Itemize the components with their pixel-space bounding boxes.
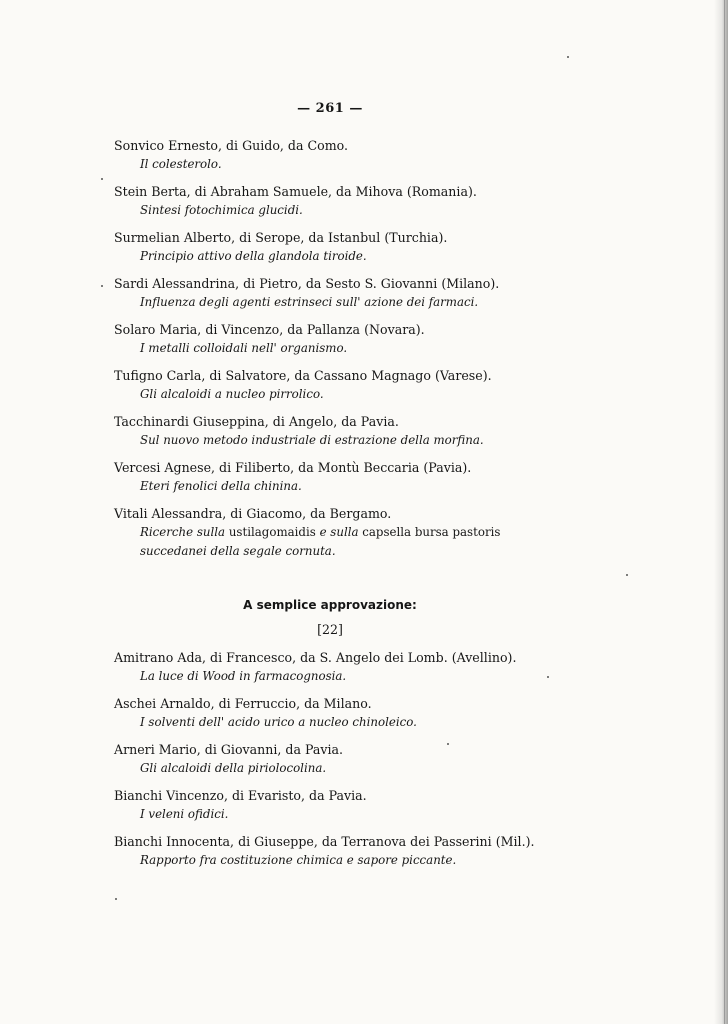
list-item [114,182,554,228]
list-item [114,136,554,182]
page-edge-shadow [714,0,728,1024]
entry-title: I solventi dell' acido urico a nucleo chinoleico. [140,715,417,729]
entry-name: Bianchi Vincenzo, di Evaristo, da Pavia. [114,788,367,803]
title-fragment: e sulla [319,525,359,539]
title-fragment: Ricerche sulla [140,525,226,539]
list-item [114,832,554,878]
entry-title: Influenza degli agenti estrinseci sull' azione dei farmaci. [140,295,479,309]
list-item [114,786,554,832]
page-edge-line [724,0,725,1024]
entry-title: Gli alcaloidi a nucleo pirrolico. [140,387,324,401]
ink-speck [547,676,549,678]
entry-name: Amitrano Ada, di Francesco, da S. Angelo dei Lomb. (Avellino). [114,650,517,665]
entry-name: Tufigno Carla, di Salvatore, da Cassano Magnago (Varese). [114,368,492,383]
entry-title: Il colesterolo. [140,157,222,171]
list-item [114,274,554,320]
entry-title-line: succedanei della segale cornuta. [140,544,336,558]
title-fragment: ustilagomaidis [228,525,316,539]
entry-title: Sintesi fotochimica glucidi. [140,203,303,217]
entry-name: Tacchinardi Giuseppina, di Angelo, da Pavia. [114,414,399,429]
ink-speck [567,56,569,58]
entry-title: Sul nuovo metodo industriale di estrazione della morfina. [140,433,484,447]
entry-name: Vercesi Agnese, di Filiberto, da Montù Beccaria (Pavia). [114,460,472,475]
list-item [114,366,554,412]
list-item [114,648,554,694]
list-item [114,740,554,786]
list-item [114,694,554,740]
entry-name: Bianchi Innocenta, di Giuseppe, da Terranova dei Passerini (Mil.). [114,834,535,849]
ink-speck [101,178,103,180]
title-fragment: capsella bursa pastoris [362,525,501,539]
entry-title: I metalli colloidali nell' organismo. [140,341,348,355]
entry-name: Sonvico Ernesto, di Guido, da Como. [114,138,349,153]
list-item [114,228,554,274]
entry-title: Eteri fenolici della chinina. [140,479,302,493]
page-number: — 261 — [297,101,363,116]
list-item [114,504,554,558]
entry-title-line [140,523,554,542]
entry-name: Aschei Arnaldo, di Ferruccio, da Milano. [114,696,372,711]
entry-name: Vitali Alessandra, di Giacomo, da Bergamo. [114,506,392,521]
entry-name: Arneri Mario, di Giovanni, da Pavia. [114,742,344,757]
entry-name: Surmelian Alberto, di Serope, da Istanbul (Turchia). [114,230,448,245]
section-count: [22] [317,622,343,637]
entry-title: Rapporto fra costituzione chimica e sapore piccante. [140,853,457,867]
entry-name: Sardi Alessandrina, di Pietro, da Sesto S. Giovanni (Milano). [114,276,500,291]
top-entry-list [114,136,554,558]
entry-title: Gli alcaloidi della piriolocolina. [140,761,327,775]
ink-speck [101,285,103,287]
entry-title: Principio attivo della glandola tiroide. [140,249,367,263]
entry-name: Solaro Maria, di Vincenzo, da Pallanza (Novara). [114,322,425,337]
entry-title: La luce di Wood in farmacognosia. [140,669,347,683]
ink-speck [447,743,449,745]
bottom-entry-list [114,648,554,878]
section-heading: A semplice approvazione: [243,598,417,612]
entry-title [114,523,554,561]
list-item [114,412,554,458]
list-item [114,458,554,504]
entry-name: Stein Berta, di Abraham Samuele, da Mihova (Romania). [114,184,477,199]
ink-speck [115,898,117,900]
entry-title: I veleni ofidici. [140,807,229,821]
ink-speck [626,574,628,576]
list-item [114,320,554,366]
